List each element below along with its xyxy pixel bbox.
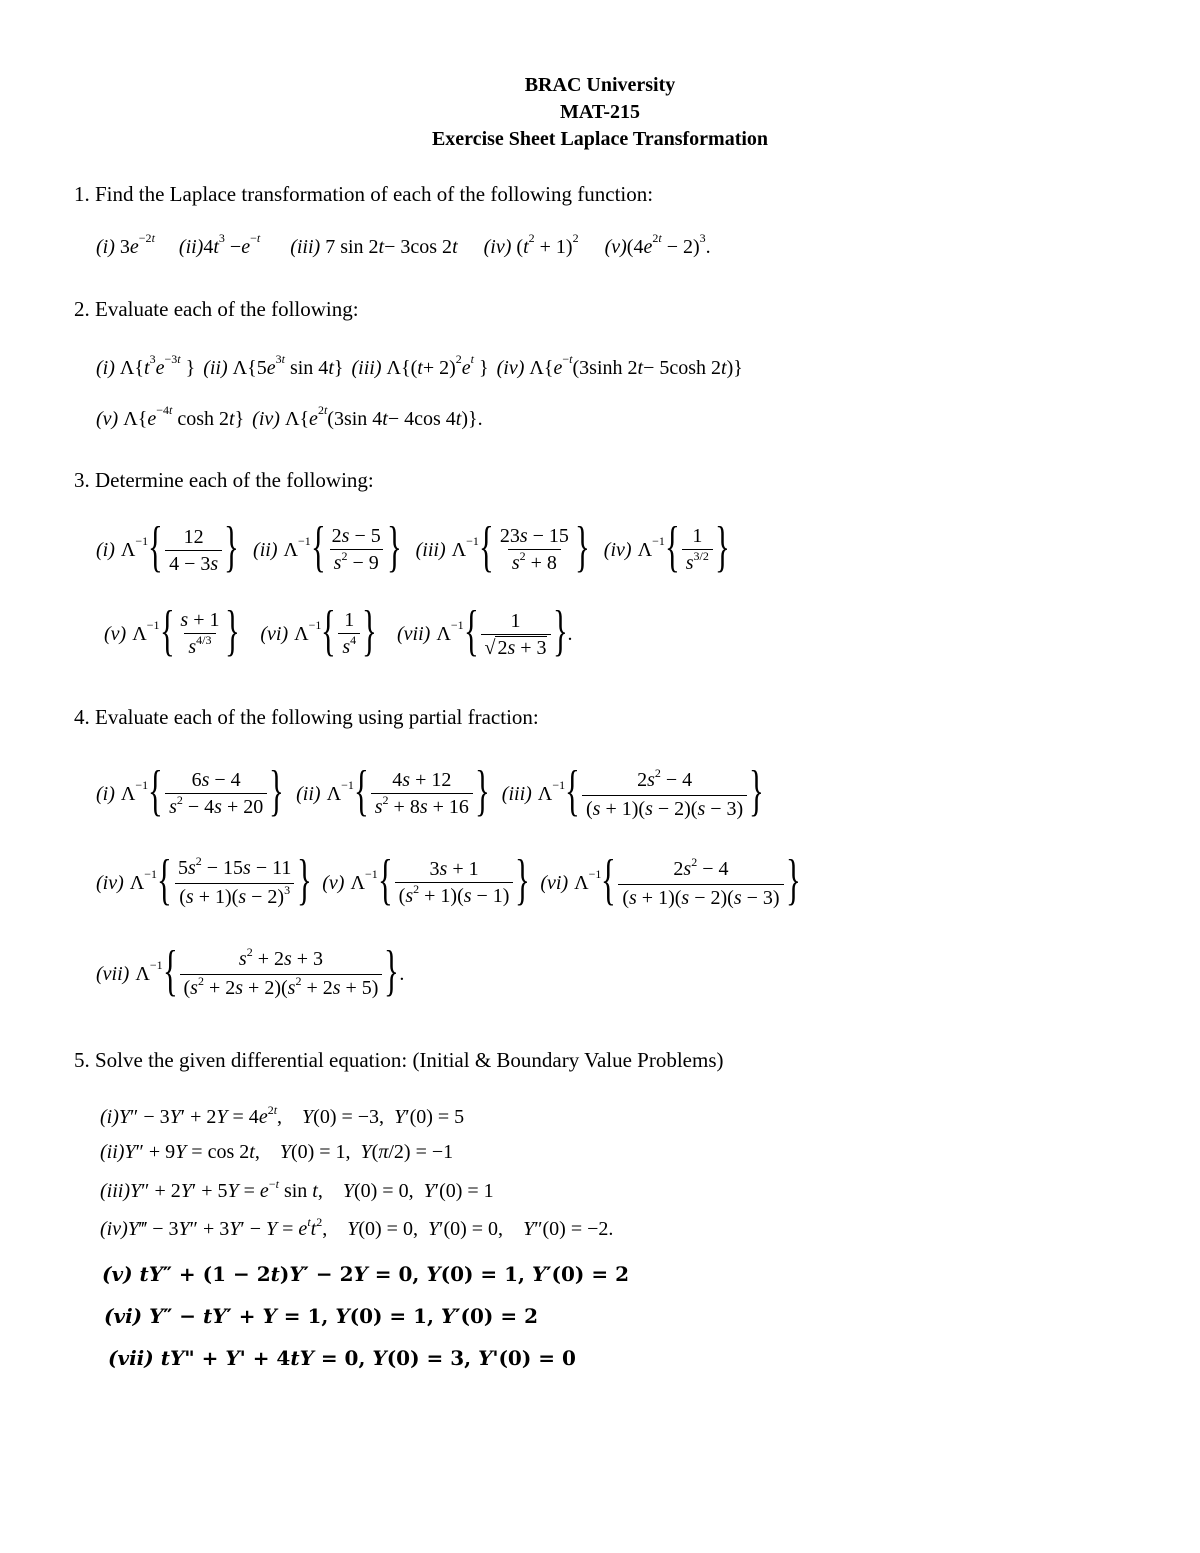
q1-item-iv: (iv) ( t $^2$ + 1) $^2$: [483, 231, 579, 258]
q2-item-iii: (iii) Λ{( t + 2) $^2$ e $^t$ }: [351, 352, 489, 379]
q3-item-vii: (vii) Λ $^{-1}$ { $\frac{1}{√ 2s + 3}$ } .: [397, 600, 573, 662]
question-3-row-1: [96, 516, 730, 578]
q2-item-v: (v) Λ{ e $^{-4t}$ cosh 2 t }: [96, 403, 245, 430]
q4-item-vi: (vi) Λ $^{-1}$ { $\frac{2s^2 - 4}{(s + 1)(s - 2)(s - 3)}$ }: [540, 849, 801, 911]
q5-equation-vi: (vi) Y″ − tY′ + Y = 1, Y(0) = 1, Y′(0) = 2: [104, 1304, 538, 1328]
q3-item-iii: (iii) Λ $^{-1}$ { $\frac{23s - 15}{s^2 + 8}$ }: [415, 516, 590, 578]
q4-item-v: (v) Λ $^{-1}$ { $\frac{3s + 1}{(s^2 + 1)(s - 1)}$ }: [322, 849, 531, 911]
q2-item-i: (i) Λ{ t $^3$ e $^{-3t}$ }: [96, 352, 196, 379]
q4-item-ii: (ii) Λ $^{-1}$ { $\frac{4s + 12}{s^2 + 8s + 16}$ }: [296, 760, 490, 822]
q2-item-iv-second: (iv) Λ{ e $^{2t}$ (3sin 4 t − 4cos 4 t )}.: [252, 403, 483, 430]
q1-item-v: (v) (4 e $^{2t}$ − 2) $^3$ .: [604, 231, 711, 258]
q5-equation-i: $(i)Y'' - 3Y' + 2Y = 4e^{2t}$, Y(0) = −3, Y′(0) = 5: [100, 1103, 465, 1128]
q5-equation-v: (v) tY″ + (1 − 2t)Y′ − 2Y = 0, Y(0) = 1, Y′(0) = 2: [102, 1262, 629, 1286]
q1-item-i: (i) 3 e $^{-2t}$: [96, 231, 155, 258]
question-2-row-1: [96, 352, 743, 380]
q3-item-v: (v) Λ $^{-1}$ { $\frac{s + 1}{s^{4/3}}$ }: [104, 600, 241, 662]
q3-item-vi: (vi) Λ $^{-1}$ { $\frac{1}{s^4}$ }: [260, 600, 377, 662]
question-2-prompt: 2. Evaluate each of the following:: [74, 297, 359, 321]
question-4-prompt: 4. Evaluate each of the following using partial fraction:: [74, 705, 539, 729]
university-name: BRAC University: [524, 74, 676, 96]
q1-item-iii: (iii) 7 sin 2 t − 3cos 2 t: [290, 236, 458, 258]
q5-equation-iii: $(iii)Y'' + 2Y' + 5Y = e^{-t}$ sin t, Y(0) = 0, Y′(0) = 1: [100, 1177, 494, 1202]
q4-item-i: (i) Λ $^{-1}$ { $\frac{6s - 4}{s^2 - 4s + 20}$ }: [96, 760, 285, 822]
q3-item-iv: (iv) Λ $^{-1}$ { $\frac{1}{s^{3/2}}$ }: [603, 516, 730, 578]
q4-item-iii: (iii) Λ $^{-1}$ { $\frac{2s^2 - 4}{(s + 1)(s - 2)(s - 3)}$ }: [501, 760, 765, 822]
q5-equation-iv: (iv)Y‴ − $3Y'' + 3Y' - Y = e^tt^2$, Y(0) = 0, Y′(0) = 0, Y″(0) = −2.: [100, 1215, 614, 1240]
question-4-row-2: [96, 849, 801, 911]
question-1-prompt: 1. Find the Laplace transformation of each of the following function:: [74, 182, 654, 206]
sheet-header: [0, 72, 1200, 153]
question-5-prompt: 5. Solve the given differential equation: (Initial & Boundary Value Problems): [74, 1048, 724, 1072]
q1-item-ii: (ii) 4 t $^3$ − e $^{-t}$: [178, 231, 261, 258]
sheet-title: Exercise Sheet Laplace Transformation: [431, 128, 769, 150]
q5-equation-vii: (vii) tY" + Y' + 4tY = 0, Y(0) = 3, Y'(0) = 0: [108, 1346, 576, 1370]
course-code: MAT-215: [560, 101, 640, 123]
question-3-prompt: 3. Determine each of the following:: [74, 468, 374, 492]
q3-item-i: (i) Λ $^{-1}$ { $\frac{12}{4 - 3s}$ }: [96, 516, 239, 578]
q4-item-vii: (vii) Λ $^{-1}$ { $\frac{s^2 + 2s + 3}{(s^2 + 2s + 2)(s^2 + 2s + 5)}$ } .: [96, 940, 405, 1002]
question-4-row-3: [96, 940, 405, 1002]
q2-item-iv: (iv) Λ{ e $^{-t}$ (3sinh 2 t − 5cosh 2 t )}: [496, 352, 743, 379]
question-2-row-2: [96, 403, 483, 431]
q3-item-ii: (ii) Λ $^{-1}$ { $\frac{2s - 5}{s^2 - 9}$ }: [253, 516, 402, 578]
question-1-items: [96, 231, 711, 259]
question-4-row-1: [96, 760, 765, 822]
question-3-row-2: [104, 600, 573, 662]
q2-item-ii: (ii) Λ{5 e $^{3t}$ sin 4 t }: [203, 352, 344, 379]
q5-equation-ii: (ii)Y″ + 9Y = cos 2t, Y(0) = 1, Y(π/2) = −1: [100, 1141, 454, 1163]
q4-item-iv: (iv) Λ $^{-1}$ { $\frac{5s^2 - 15s - 11}{(s + 1)(s - 2)^3}$ }: [96, 849, 313, 911]
